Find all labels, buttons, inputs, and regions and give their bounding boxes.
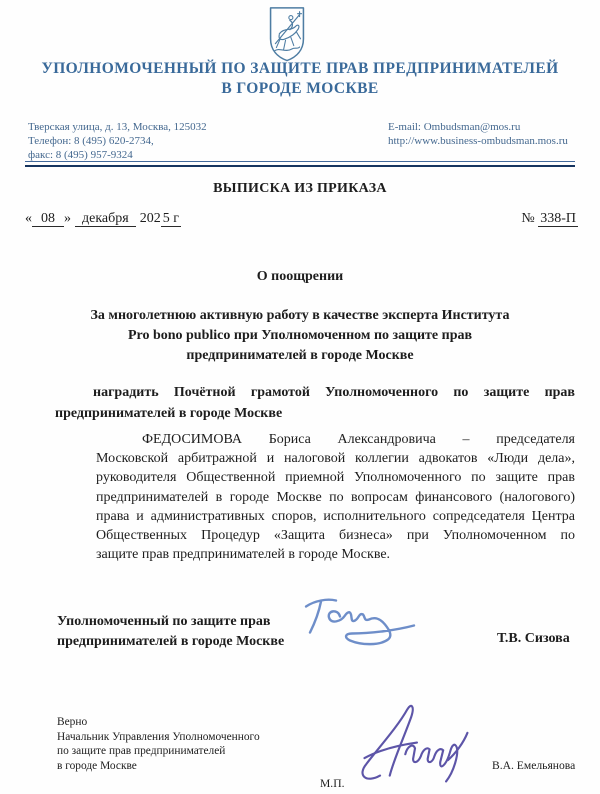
emelyanova-signature-icon <box>347 697 483 791</box>
org-name-line2: В ГОРОДЕ МОСКВЕ <box>221 79 379 97</box>
header-divider <box>25 161 575 167</box>
number-value: 338-П <box>540 211 576 226</box>
commissioner-post-title <box>57 612 284 652</box>
stamp-placeholder: М.П. <box>320 777 345 790</box>
recipient-line: защите прав предпринимателей в городе Москве. <box>96 547 391 563</box>
preamble-paragraph <box>75 306 525 366</box>
phone-line: Телефон: 8 (495) 620-2734, <box>28 134 154 147</box>
order-date <box>25 211 181 227</box>
date-month: декабря <box>75 211 136 227</box>
certification-verno: Верно <box>57 716 88 728</box>
order-clause-line: предпринимателей в городе Москве <box>55 405 283 421</box>
recipient-line: предпринимателей в городе Москве по вопросам финансового (налогового) <box>96 489 575 505</box>
email-line: E-mail: Ombudsman@mos.ru <box>388 121 521 133</box>
certifier-post-line: в городе Москве <box>57 759 137 772</box>
commissioner-post-line1: Уполномоченный по защите прав <box>57 614 271 629</box>
recipient-line: руководителя Общественной приемной Уполномоченного по защите прав <box>96 470 575 486</box>
recipient-line: Общественных Процедур «Защита бизнеса» при Уполномоченном по <box>96 528 575 544</box>
moscow-coat-of-arms-icon <box>267 5 307 63</box>
order-clause-line: наградить Почётной грамотой Уполномоченного по защите прав <box>93 385 575 400</box>
preamble-line: Pro bono publico при Уполномоченном по защите прав <box>127 328 473 343</box>
order-number <box>521 211 578 227</box>
number-label: № <box>521 211 535 226</box>
commissioner-post-line2: предпринимателей в городе Москве <box>57 634 285 649</box>
preamble-line: За многолетнюю активную работу в качестве эксперта Института <box>90 308 510 323</box>
date-year-prefix: 202 <box>139 211 161 226</box>
certification-note <box>57 715 260 773</box>
sizova-signature-icon <box>300 589 425 655</box>
date-number-row <box>25 211 578 227</box>
recipient-line: ФЕДОСИМОВА Бориса Александровича – председателя <box>142 432 575 447</box>
document-title: ВЫПИСКА ИЗ ПРИКАЗА <box>213 181 387 196</box>
contact-web-block <box>388 121 568 149</box>
fax-line: факс: 8 (495) 957-9324 <box>28 148 133 161</box>
address-line: Тверская улица, д. 13, Москва, 125032 <box>28 121 207 133</box>
recipient-line: права и административных споров, исполнительного сопредседателя Центра <box>96 508 575 524</box>
date-day: 08 <box>32 211 64 227</box>
preamble-line: предпринимателей в городе Москве <box>186 348 414 363</box>
certifier-post-line: по защите прав предпринимателей <box>57 745 226 758</box>
recipient-line: Московской арбитражной и налоговой коллегии адвокатов «Люди дела», <box>96 451 575 467</box>
org-name-line1: УПОЛНОМОЧЕННЫЙ ПО ЗАЩИТЕ ПРАВ ПРЕДПРИНИМАТЕЛЕЙ <box>41 60 559 77</box>
commissioner-name: Т.В. Сизова <box>497 631 570 646</box>
certifier-name: В.А. Емельянова <box>492 759 576 772</box>
date-close-quote: » <box>64 211 71 226</box>
recipient-paragraph <box>96 430 575 564</box>
date-year-tail: 5 г <box>162 211 179 226</box>
date-open-quote: « <box>25 211 32 226</box>
contact-address-block <box>28 121 207 162</box>
org-name <box>0 59 600 98</box>
order-clause-paragraph <box>55 383 575 424</box>
certifier-post-line: Начальник Управления Уполномоченного <box>57 730 260 743</box>
website-line: http://www.business-ombudsman.mos.ru <box>388 134 568 147</box>
subject-heading: О поощрении <box>256 269 344 284</box>
